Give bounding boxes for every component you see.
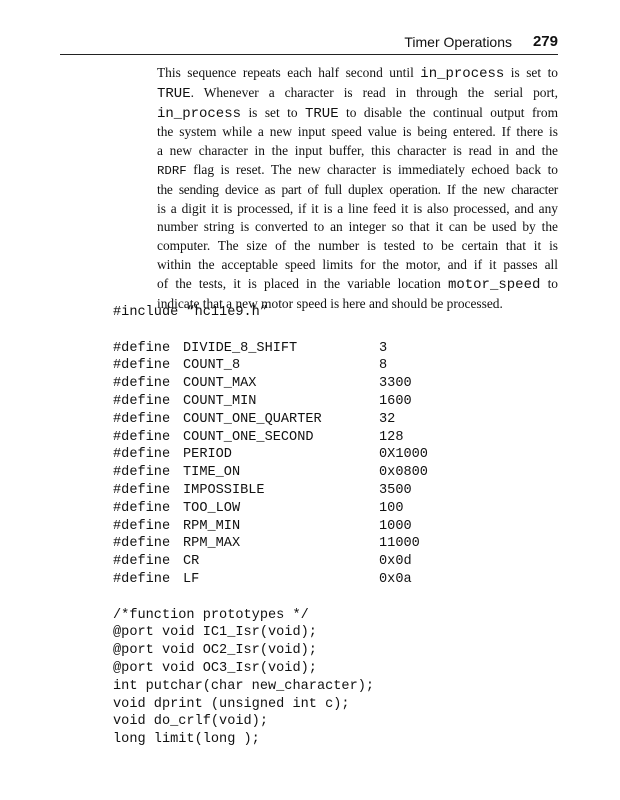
page-number: 279 <box>532 33 558 50</box>
define-name: RPM_MAX <box>183 536 241 552</box>
prototype-line: @port void OC3_Isr(void); <box>113 660 317 676</box>
define-name: RPM_MIN <box>183 518 241 534</box>
define-line <box>113 553 428 571</box>
define-value: 3300 <box>379 376 412 392</box>
paragraph-line: of the tests, it is placed in the variable location motor_speed to <box>157 275 558 293</box>
define-keyword: #define <box>113 554 171 570</box>
code-listing <box>113 304 428 749</box>
define-name: CR <box>183 554 200 570</box>
define-value: 0x0800 <box>379 465 428 481</box>
define-line <box>113 375 428 393</box>
define-name: COUNT_8 <box>183 358 241 374</box>
prototype-block <box>113 624 428 749</box>
define-keyword: #define <box>113 358 171 374</box>
define-line <box>113 429 428 447</box>
define-name: COUNT_MIN <box>183 393 257 409</box>
define-keyword: #define <box>113 429 171 445</box>
body-paragraph <box>157 64 558 313</box>
define-line <box>113 446 428 464</box>
define-value: 0x0d <box>379 554 412 570</box>
paragraph-line: computer. The size of the number is tested to be certain that it is <box>157 238 558 254</box>
define-keyword: #define <box>113 393 171 409</box>
define-value: 128 <box>379 429 404 445</box>
inline-code: in_process <box>157 105 242 122</box>
prototype-line: int putchar(char new_character); <box>113 678 375 694</box>
define-value: 100 <box>379 500 404 516</box>
define-line <box>113 518 428 536</box>
define-line <box>113 535 428 553</box>
include-line: #include “hc11e9.h” <box>113 305 268 320</box>
paragraph-line: a new character in the input buffer, this character is read in and the <box>157 143 558 159</box>
paragraph-line: This sequence repeats each half second until in_process is set to <box>157 65 558 82</box>
paragraph-line: within the acceptable speed limits for the motor, and if it passes all <box>157 256 558 272</box>
paragraph-line: RDRF flag is reset. The new character is immediately echoed back to <box>157 161 558 178</box>
prototype-line: @port void IC1_Isr(void); <box>113 625 317 641</box>
define-keyword: #define <box>113 376 171 392</box>
define-name: TIME_ON <box>183 465 241 481</box>
define-line <box>113 357 428 375</box>
inline-code: TRUE <box>304 105 339 122</box>
define-name: LF <box>183 571 200 587</box>
define-keyword: #define <box>113 482 171 498</box>
define-keyword: #define <box>113 465 171 481</box>
blank-line <box>113 322 428 340</box>
paragraph-line: indicate that a new motor speed is here and should be processed. <box>157 295 503 311</box>
define-line <box>113 500 428 518</box>
define-value: 8 <box>379 358 388 374</box>
define-value: 0X1000 <box>379 447 428 463</box>
define-value: 3 <box>379 340 388 356</box>
section-title: Timer Operations <box>404 34 512 50</box>
define-line <box>113 340 428 358</box>
define-name: IMPOSSIBLE <box>183 482 265 498</box>
define-value: 32 <box>379 411 396 427</box>
define-name: TOO_LOW <box>183 500 241 516</box>
blank-line <box>113 589 428 607</box>
paragraph-line: number string is converted to an integer so that it can be used by the <box>157 219 558 235</box>
define-name: COUNT_ONE_SECOND <box>183 429 314 445</box>
define-line <box>113 411 428 429</box>
inline-code: motor_speed <box>447 276 541 293</box>
define-keyword: #define <box>113 411 171 427</box>
paragraph-line: TRUE. Whenever a character is read in through the serial port, <box>157 84 558 102</box>
paragraph-line: is a digit it is processed, if it is a line feed it is also processed, and any <box>157 200 558 216</box>
define-keyword: #define <box>113 518 171 534</box>
define-keyword: #define <box>113 571 171 587</box>
define-name: PERIOD <box>183 447 232 463</box>
paragraph-line: in_process is set to TRUE to disable the continual output from <box>157 104 558 122</box>
define-value: 3500 <box>379 482 412 498</box>
define-keyword: #define <box>113 500 171 516</box>
define-name: COUNT_ONE_QUARTER <box>183 411 322 427</box>
running-header <box>60 32 558 55</box>
define-value: 1000 <box>379 518 412 534</box>
define-value: 11000 <box>379 536 420 552</box>
prototype-line: void do_crlf(void); <box>113 714 268 730</box>
prototype-line: void dprint (unsigned int c); <box>113 696 350 712</box>
prototype-line: @port void OC2_Isr(void); <box>113 643 317 659</box>
define-block <box>113 340 428 589</box>
define-line <box>113 571 428 589</box>
paragraph-line: the system while a new input speed value is being entered. If there is <box>157 124 558 140</box>
define-value: 1600 <box>379 393 412 409</box>
define-keyword: #define <box>113 340 171 356</box>
define-line <box>113 482 428 500</box>
define-name: COUNT_MAX <box>183 376 257 392</box>
define-value: 0x0a <box>379 571 412 587</box>
inline-code: RDRF <box>157 163 187 178</box>
define-line <box>113 393 428 411</box>
define-keyword: #define <box>113 447 171 463</box>
prototypes-comment: /*function prototypes */ <box>113 607 309 623</box>
inline-code: TRUE <box>157 85 191 102</box>
define-line <box>113 464 428 482</box>
define-name: DIVIDE_8_SHIFT <box>183 340 298 356</box>
define-keyword: #define <box>113 536 171 552</box>
prototype-line: long limit(long ); <box>113 732 260 748</box>
inline-code: in_process <box>420 66 505 82</box>
paragraph-line: the sending device as part of full duplex operation. If the new character <box>157 181 558 197</box>
